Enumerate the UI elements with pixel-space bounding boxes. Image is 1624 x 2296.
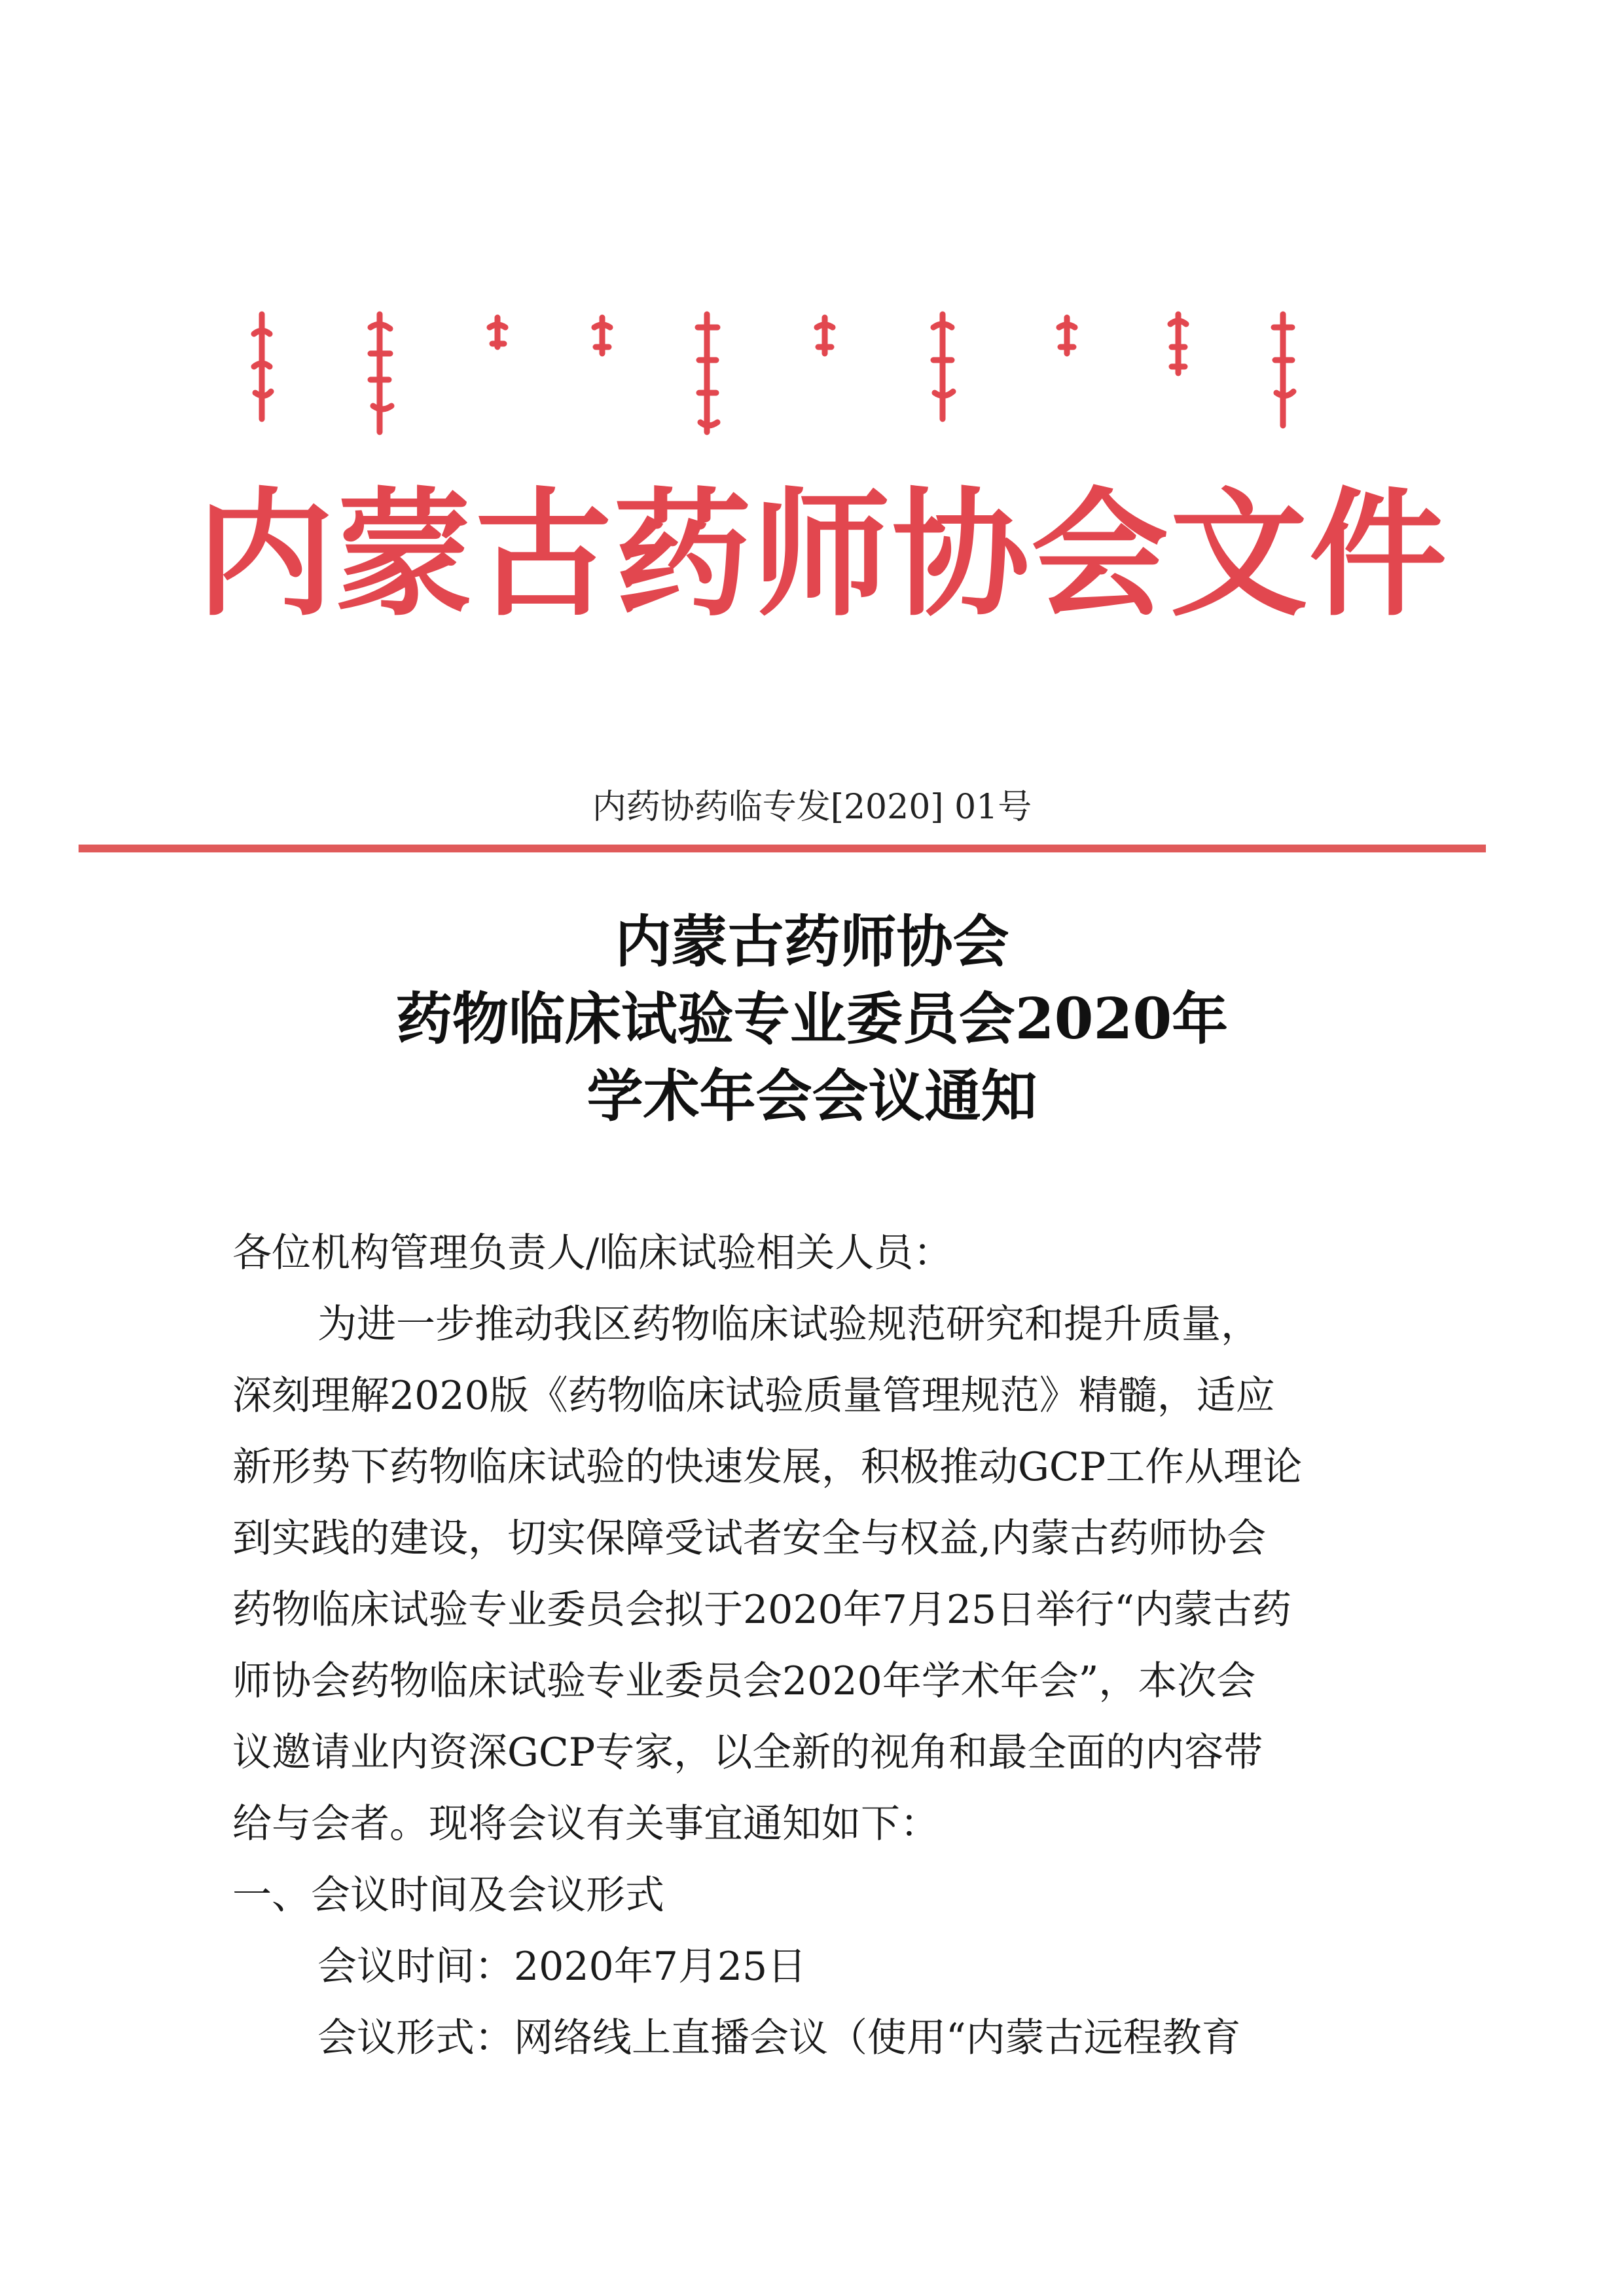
body-paragraph-line: 新形势下药物临床试验的快速发展，积极推动GCP工作从理论 [232, 1444, 1303, 1490]
body-paragraph-line: 到实践的建设，切实保障受试者安全与权益,内蒙古药师协会 [232, 1516, 1267, 1561]
title-char: 协 [892, 475, 1030, 635]
body-paragraph-line: 药物临床试验专业委员会拟于2020年7月25日举行“内蒙古药 [232, 1587, 1291, 1633]
title-char: 件 [1309, 475, 1447, 635]
title-char: 师 [753, 475, 891, 635]
mongolian-script-header [236, 308, 1322, 439]
notice-title-line: 药物临床试验专业委员会2020年 [395, 986, 1229, 1052]
body-paragraph-line: 议邀请业内资深GCP专家，以全新的视角和最全面的内容带 [232, 1730, 1263, 1776]
notice-body [232, 1218, 1384, 2074]
meeting-format: 会议形式：网络线上直播会议（使用“内蒙古远程教育 [317, 2015, 1241, 2061]
body-paragraph-line: 为进一步推动我区药物临床试验规范研究和提升质量， [317, 1302, 1260, 1347]
title-char: 内 [196, 475, 334, 635]
body-paragraph-line: 师协会药物临床试验专业委员会2020年学术年会”，本次会 [232, 1658, 1256, 1704]
title-char: 会 [1031, 475, 1169, 635]
issuing-organ-title [196, 458, 1447, 635]
notice-title [0, 903, 1624, 1135]
body-paragraph-line: 深刻理解2020版《药物临床试验质量管理规范》精髓，适应 [232, 1373, 1275, 1419]
title-char: 文 [1170, 475, 1308, 635]
body-paragraph-line: 给与会者。现将会议有关事宜通知如下： [232, 1801, 939, 1847]
title-char: 蒙 [335, 475, 473, 635]
red-separator-rule [79, 845, 1486, 852]
title-char: 药 [613, 475, 751, 635]
document-number: 内药协药临专发[2020] 01号 [592, 788, 1032, 827]
notice-title-line: 内蒙古药师协会 [615, 909, 1009, 975]
salutation: 各位机构管理负责人/临床试验相关人员： [232, 1230, 953, 1276]
mongolian-script-graphic [236, 308, 1322, 439]
notice-title-line: 学术年会会议通知 [586, 1063, 1038, 1129]
meeting-time: 会议时间：2020年7月25日 [317, 1944, 807, 1990]
section-heading: 一、会议时间及会议形式 [232, 1872, 664, 1918]
title-char: 古 [475, 475, 613, 635]
